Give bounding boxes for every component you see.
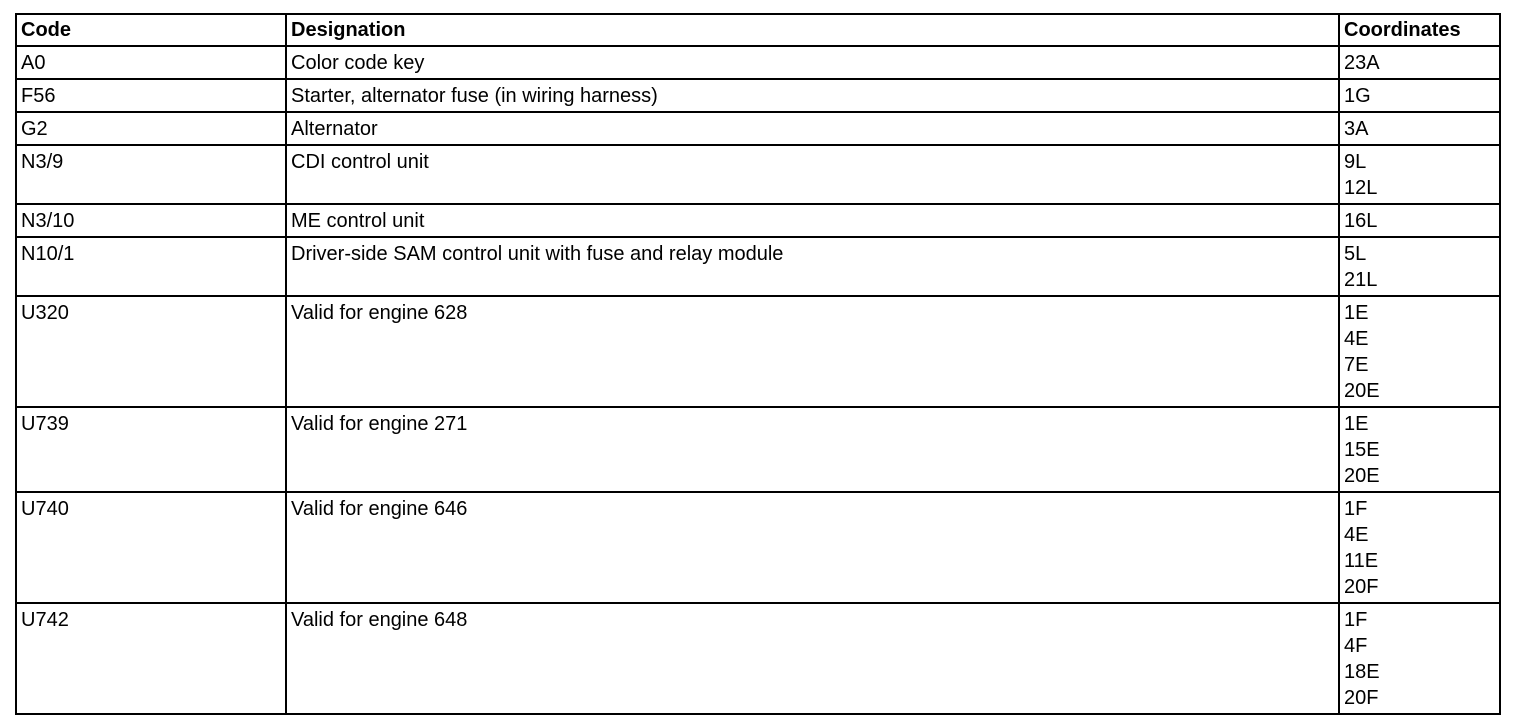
coordinate-value: 1E [1344,413,1369,435]
coordinate-value: 23A [1344,52,1380,74]
cell-designation: Valid for engine 271 [286,407,1339,492]
table-row [16,204,1500,237]
coordinate-value: 20F [1344,687,1379,709]
cell-designation: CDI control unit [286,145,1339,204]
cell-coordinates [1339,603,1500,714]
coordinate-value: 11E [1344,550,1379,572]
table-row [16,79,1500,112]
cell-coordinates [1339,237,1500,296]
cell-coordinates [1339,296,1500,407]
cell-designation: Valid for engine 648 [286,603,1339,714]
cell-designation: Valid for engine 646 [286,492,1339,603]
coordinate-value: 1F [1344,609,1368,631]
table-row [16,603,1500,714]
cell-code: G2 [16,112,286,145]
table-body [16,46,1500,714]
table-row [16,112,1500,145]
coordinate-value: 1F [1344,498,1368,520]
header-designation: Designation [286,14,1339,46]
coordinate-value: 1E [1344,302,1369,324]
cell-code: N3/9 [16,145,286,204]
coordinate-value: 4E [1344,328,1369,350]
cell-code: A0 [16,46,286,79]
cell-designation: ME control unit [286,204,1339,237]
coordinate-value: 1G [1344,85,1371,107]
coordinate-value: 9L [1344,151,1367,173]
cell-designation: Alternator [286,112,1339,145]
table-row [16,145,1500,204]
table-row [16,296,1500,407]
cell-designation: Starter, alternator fuse (in wiring harness) [286,79,1339,112]
cell-code: N3/10 [16,204,286,237]
coordinate-value: 20E [1344,380,1380,402]
table-row [16,237,1500,296]
table-row [16,492,1500,603]
cell-coordinates [1339,145,1500,204]
cell-designation: Driver-side SAM control unit with fuse and relay module [286,237,1339,296]
cell-code: F56 [16,79,286,112]
coordinate-value: 7E [1344,354,1369,376]
header-coordinates: Coordinates [1339,14,1500,46]
cell-coordinates [1339,46,1500,79]
cell-code: U742 [16,603,286,714]
coordinate-value: 21L [1344,269,1378,291]
cell-code: U739 [16,407,286,492]
coordinate-value: 4F [1344,635,1368,657]
coordinate-value: 20E [1344,465,1380,487]
cell-coordinates [1339,407,1500,492]
coordinate-value: 15E [1344,439,1380,461]
coordinate-value: 5L [1344,243,1367,265]
cell-code: U320 [16,296,286,407]
coordinate-value: 20F [1344,576,1379,598]
table-row [16,407,1500,492]
header-code: Code [16,14,286,46]
cell-coordinates [1339,79,1500,112]
legend-table [15,13,1501,715]
table-header-row [16,14,1500,46]
coordinate-value: 4E [1344,524,1369,546]
coordinate-value: 16L [1344,210,1378,232]
cell-coordinates [1339,112,1500,145]
coordinate-value: 3A [1344,118,1369,140]
coordinate-value: 18E [1344,661,1380,683]
table-row [16,46,1500,79]
cell-coordinates [1339,492,1500,603]
cell-designation: Valid for engine 628 [286,296,1339,407]
cell-code: U740 [16,492,286,603]
cell-designation: Color code key [286,46,1339,79]
coordinate-value: 12L [1344,177,1378,199]
cell-code: N10/1 [16,237,286,296]
cell-coordinates [1339,204,1500,237]
